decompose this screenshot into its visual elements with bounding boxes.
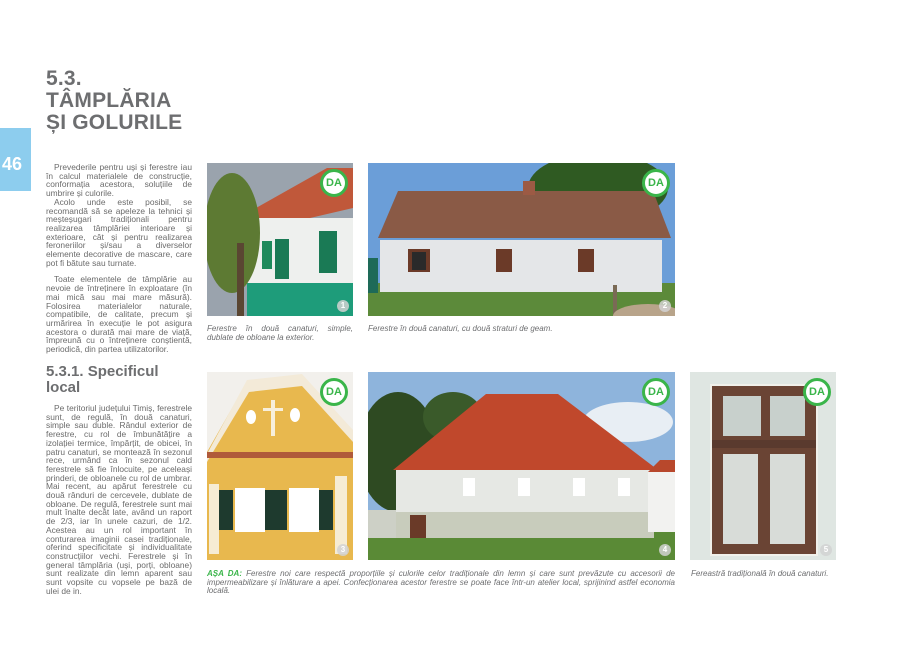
subsection-paragraph: Pe teritoriul județului Timiș, ferestrele sunt, de regulă, în două canaturi, simple sau duble. Rândul exterior de ferestre, cu rol de îmbunătățire a izolației termice, împărțit, de obicei, în patru canaturi, se montează în sezonul rece, urmând ca în sezonul cald ferestrele să fie înlocuite, pe aceleași prinderi, de obloanele cu rol de umbrar. Mai recent, au apărut ferestrele cu două rânduri de cercevele, dublate de obloane. De regulă, ferestrele sunt mai mult înalte decât late, având un raport de 2/3, iar în unele cazuri, de 1/2. Acestea au un rol important în conturarea imaginii casei tradiționale, oferind specificitate și individualitate construcțiilor vechi. Ferestrele și în general tâmplăria (uși, porți, obloane) sunt realizate din lemn aparent sau sunt vopsite cu vopsele pe bază de ulei de in. [46, 403, 192, 596]
subsection-title-line: local [46, 378, 81, 396]
approved-badge: DA [642, 378, 670, 406]
approved-badge: DA [642, 169, 670, 197]
photo-number: 1 [337, 300, 349, 312]
intro-text [46, 163, 192, 354]
approved-caption-text: Ferestre noi care respectă proporțiile și culorile celor tradiționale din lemn și care sunt prevăzute cu accesorii de impermeabilizare și înlăturare a apei. Confecționarea acestor ferestre se poate face într-un atelier local, sprijinind astfel economia locală. [207, 569, 675, 595]
section-title-line: ȘI GOLURILE [46, 111, 183, 134]
subsection-text [46, 404, 192, 595]
photo-number: 5 [820, 544, 832, 556]
subsection-title-line: 5.3.1. Specificul [46, 363, 159, 380]
intro-paragraph: Acolo unde este posibil, se recomandă să se apeleze la tehnici și meșteșugari tradiționali pentru realizarea tâmplăriei interioare și exterioare, cât și pentru realizarea feroneriilor și/sau a diverselor elemente decorative de mascare, care pot fi bătute sau turnate. [46, 196, 192, 268]
photo-4-image [368, 372, 675, 560]
approved-badge: DA [320, 378, 348, 406]
intro-paragraph: Toate elementele de tâmplărie au nevoie de întreținere în exploatare (în mai mică sau mai mare măsură). Folosirea materialelor naturale, compatibile, de calitate, precum și urmărirea în execuție le pot asigura acestora o durată mai mare de viață, împreună cu o întreținere conștientă, periodică, din partea utilizatorilor. [46, 274, 192, 355]
photo-2-image [368, 163, 675, 316]
photo-5 [690, 372, 836, 560]
intro-paragraph: Prevederile pentru uși și ferestre iau în calcul materialele de construcție, conformația acestora, soluțiile de umbrire și culorile. [46, 162, 192, 199]
photo-5-caption: Fereastră tradițională în două canaturi. [691, 569, 829, 578]
photo-4 [368, 372, 675, 560]
approved-caption [207, 570, 675, 596]
photo-number: 3 [337, 544, 349, 556]
subsection-title [46, 364, 159, 395]
photo-number: 4 [659, 544, 671, 556]
photo-1 [207, 163, 353, 316]
section-title [46, 68, 182, 134]
section-title-line: TÂMPLĂRIA [46, 89, 172, 112]
section-title-line: 5.3. [46, 67, 82, 90]
photo-1-caption: Ferestre în două canaturi, simple, dublate de obloane la exterior. [207, 324, 353, 342]
photo-2-caption: Ferestre în două canaturi, cu două straturi de geam. [368, 324, 553, 333]
page-number: 46 [2, 154, 23, 174]
approved-badge: DA [320, 169, 348, 197]
approved-label: AȘA DA: [207, 569, 242, 578]
photo-2 [368, 163, 675, 316]
photo-number: 2 [659, 300, 671, 312]
approved-badge: DA [803, 378, 831, 406]
photo-3 [207, 372, 353, 560]
